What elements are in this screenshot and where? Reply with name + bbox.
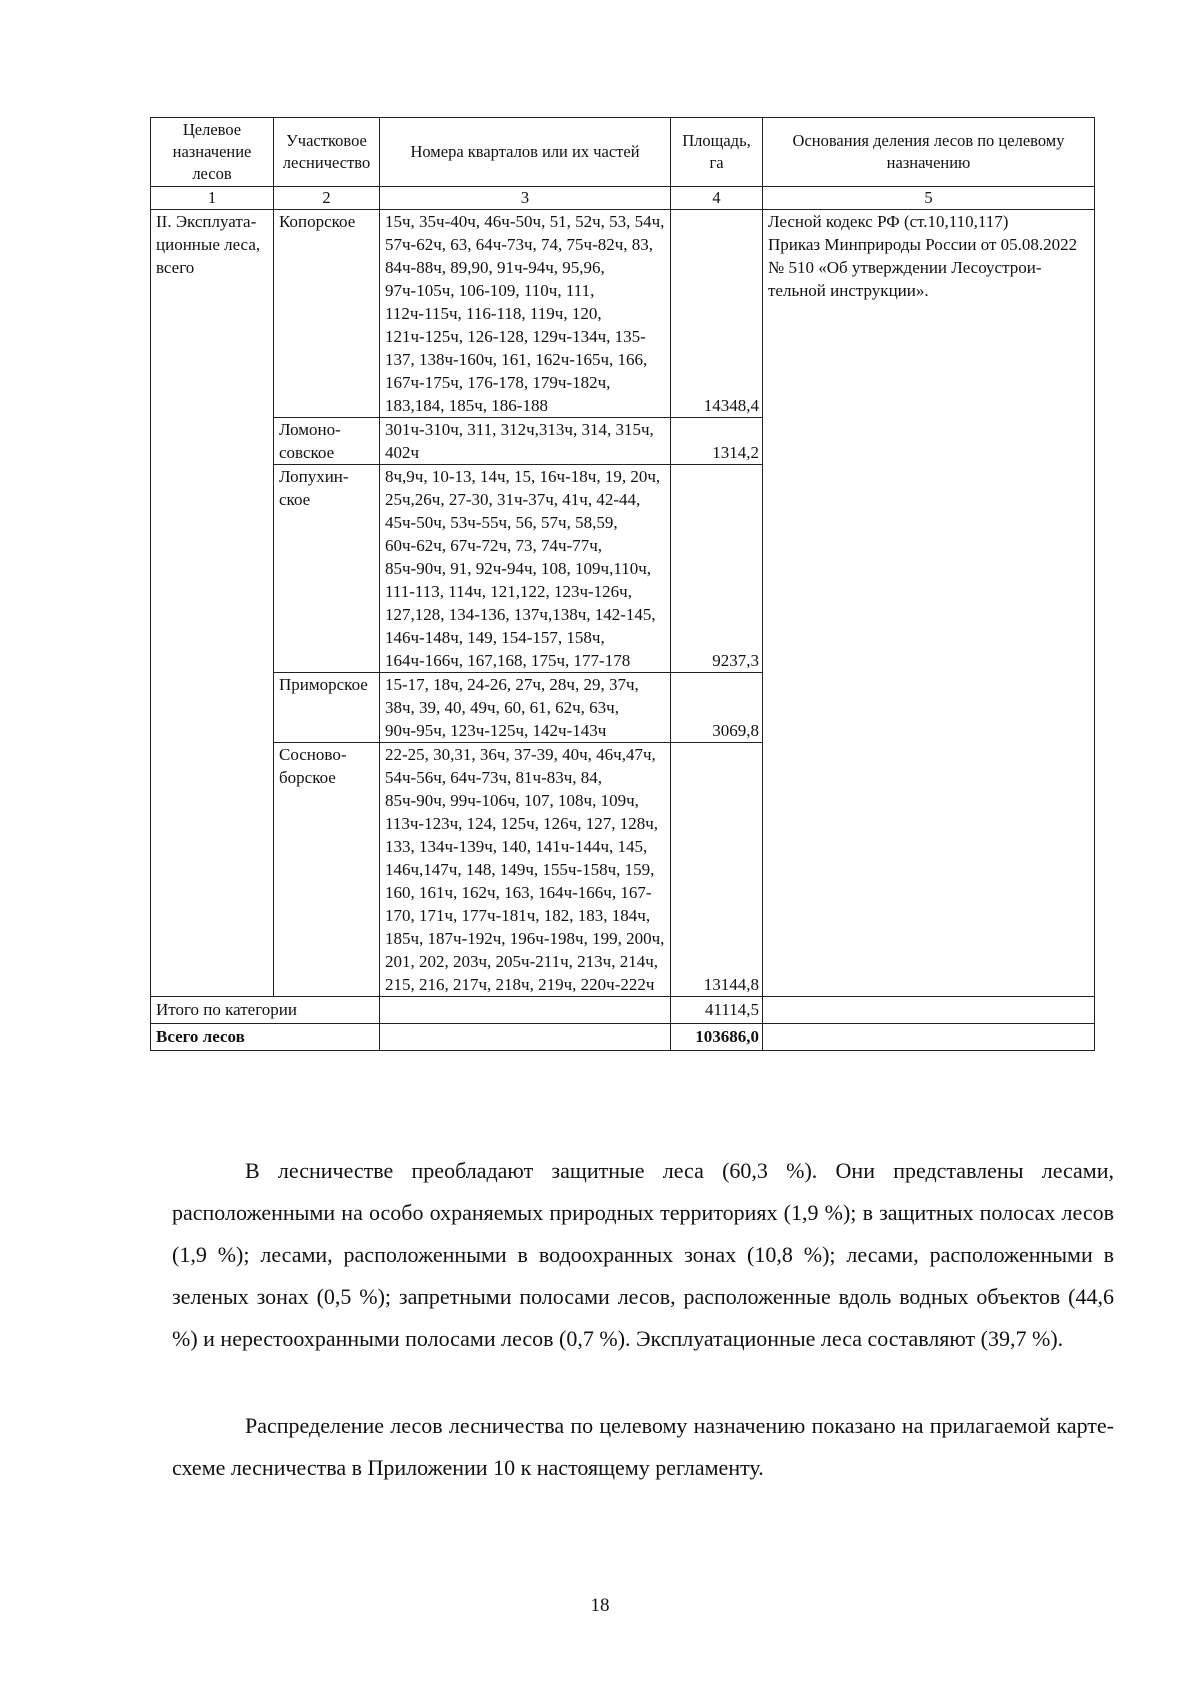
- empty-cell: [151, 465, 274, 673]
- quarters-list: 301ч-310ч, 311, 312ч,313ч, 314, 315ч, 402ч: [380, 418, 671, 465]
- body-paragraph: Распределение лесов лесничества по целевому назначению показано на прилагаемой карте-схеме лесничества в Приложении 10 к настоящему регламенту.: [172, 1413, 1114, 1480]
- header-quarters: Номера кварталов или их частей: [380, 118, 671, 187]
- forestry-name: Сосновоборское: [274, 743, 380, 997]
- area-value: 14348,4: [671, 210, 763, 418]
- column-number: 3: [380, 187, 671, 210]
- empty-cell: [380, 997, 671, 1024]
- subtotal-area: 41114,5: [671, 997, 763, 1024]
- empty-cell: [763, 465, 1095, 673]
- table-row: [151, 210, 1095, 418]
- column-numbers-row: [151, 187, 1095, 210]
- header-forestry: Участковое лесничество: [274, 118, 380, 187]
- quarters-list: 8ч,9ч, 10-13, 14ч, 15, 16ч-18ч, 19, 20ч, 25ч,26ч, 27-30, 31ч-37ч, 41ч, 42-44, 45ч-50ч, 53ч-55ч, 56, 57ч, 58,59, 60ч-62ч, 67ч-72ч, 73, 74ч-77ч, 85ч-90ч, 91, 92ч-94ч, 108, 109ч,110ч, 111-113, 114ч, 121,122, 123ч-126ч, 127,128, 134-136, 137ч,138ч, 142-145, 146ч-148ч, 149, 154-157, 158ч, 164ч-166ч, 167,168, 175ч, 177-178: [380, 465, 671, 673]
- table-row: [151, 673, 1095, 743]
- empty-cell: [151, 743, 274, 997]
- column-number: 1: [151, 187, 274, 210]
- total-label: Всего лесов: [151, 1024, 380, 1051]
- area-value: 3069,8: [671, 673, 763, 743]
- area-value: 13144,8: [671, 743, 763, 997]
- column-number: 5: [763, 187, 1095, 210]
- quarters-list: 15ч, 35ч-40ч, 46ч-50ч, 51, 52ч, 53, 54ч, 57ч-62ч, 63, 64ч-73ч, 74, 75ч-82ч, 83, 84ч-88ч, 89,90, 91ч-94ч, 95,96, 97ч-105ч, 106-109, 110ч, 111, 112ч-115ч, 116-118, 119ч, 120, 121ч-125ч, 126-128, 129ч-134ч, 135-137, 138ч-160ч, 161, 162ч-165ч, 166, 167ч-175ч, 176-178, 179ч-182ч, 183,184, 185ч, 186-188: [380, 210, 671, 418]
- empty-cell: [380, 1024, 671, 1051]
- column-number: 4: [671, 187, 763, 210]
- forestry-name: Лопухинское: [274, 465, 380, 673]
- forestry-name: Приморское: [274, 673, 380, 743]
- quarters-list: 15-17, 18ч, 24-26, 27ч, 28ч, 29, 37ч, 38ч, 39, 40, 49ч, 60, 61, 62ч, 63ч, 90ч-95ч, 123ч-125ч, 142ч-143ч: [380, 673, 671, 743]
- header-purpose: Целевое назначение лесов: [151, 118, 274, 187]
- empty-cell: [763, 997, 1095, 1024]
- total-area: 103686,0: [671, 1024, 763, 1051]
- table-header-row: [151, 118, 1095, 187]
- empty-cell: [763, 1024, 1095, 1051]
- header-area: Площадь, га: [671, 118, 763, 187]
- empty-cell: [763, 418, 1095, 465]
- purpose-category: II. Эксплуатационные леса, всего: [151, 210, 274, 418]
- forestry-name: Ломоносовское: [274, 418, 380, 465]
- area-value: 1314,2: [671, 418, 763, 465]
- basis-text: Лесной кодекс РФ (ст.10,110,117) Приказ Минприроды России от 05.08.2022 № 510 «Об утверждении Лесоустроительной инструкции».: [763, 210, 1095, 418]
- forestry-name: Копорское: [274, 210, 380, 418]
- subtotal-label: Итого по категории: [151, 997, 380, 1024]
- area-value: 9237,3: [671, 465, 763, 673]
- empty-cell: [763, 673, 1095, 743]
- subtotal-row: [151, 997, 1095, 1024]
- table-row: [151, 465, 1095, 673]
- empty-cell: [763, 743, 1095, 997]
- table-row: [151, 743, 1095, 997]
- total-row: [151, 1024, 1095, 1051]
- table-row: [151, 418, 1095, 465]
- body-paragraph: В лесничестве преобладают защитные леса (60,3 %). Они представлены лесами, расположенными на особо охраняемых природных территориях (1,9 %); в защитных полосах лесов (1,9 %); лесами, расположенными в водоохранных зонах (10,8 %); лесами, расположенными в зеленых зонах (0,5 %); запретными полосами лесов, расположенные вдоль водных объектов (44,6 %) и нерестоохранными полосами лесов (0,7 %). Эксплуатационные леса составляют (39,7 %).: [172, 1158, 1114, 1351]
- quarters-list: 22-25, 30,31, 36ч, 37-39, 40ч, 46ч,47ч, 54ч-56ч, 64ч-73ч, 81ч-83ч, 84, 85ч-90ч, 99ч-106ч, 107, 108ч, 109ч, 113ч-123ч, 124, 125ч, 126ч, 127, 128ч, 133, 134ч-139ч, 140, 141ч-144ч, 145, 146ч,147ч, 148, 149ч, 155ч-158ч, 159, 160, 161ч, 162ч, 163, 164ч-166ч, 167-170, 171ч, 177ч-181ч, 182, 183, 184ч, 185ч, 187ч-192ч, 196ч-198ч, 199, 200ч, 201, 202, 203ч, 205ч-211ч, 213ч, 214ч, 215, 216, 217ч, 218ч, 219ч, 220ч-222ч: [380, 743, 671, 997]
- empty-cell: [151, 673, 274, 743]
- page-number: 18: [590, 1595, 610, 1616]
- forest-purpose-table: [150, 117, 1095, 1051]
- column-number: 2: [274, 187, 380, 210]
- header-basis: Основания деления лесов по целевому назначению: [763, 118, 1095, 187]
- empty-cell: [151, 418, 274, 465]
